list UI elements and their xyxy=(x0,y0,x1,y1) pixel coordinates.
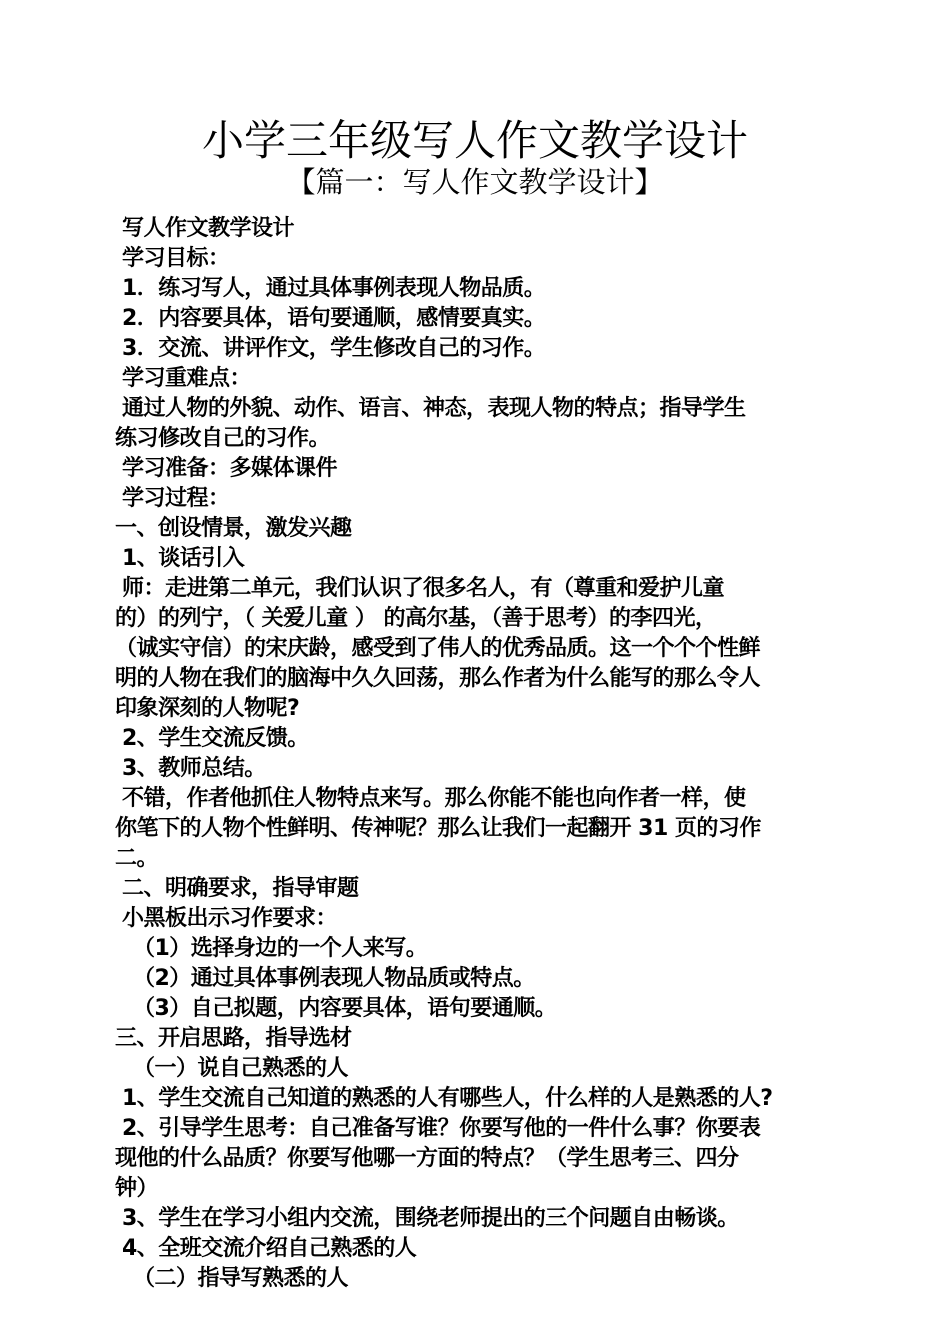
document-body xyxy=(115,214,855,1294)
paragraph-line: 学习重难点： xyxy=(122,366,252,391)
paragraph-line: （3）自己拟题，内容要具体，语句要通顺。 xyxy=(133,996,557,1021)
paragraph-line: 学习准备：多媒体课件 xyxy=(122,456,338,481)
paragraph-line: 明的人物在我们的脑海中久久回荡，那么作者为什么能写的那么令人 xyxy=(115,666,761,691)
paragraph-line: 4、全班交流介绍自己熟悉的人 xyxy=(122,1236,417,1261)
paragraph-line: 1．练习写人，通过具体事例表现人物品质。 xyxy=(122,276,546,301)
paragraph-line: （二）指导写熟悉的人 xyxy=(133,1266,349,1291)
paragraph-line: 现他的什么品质？你要写他哪一方面的特点？（学生思考三、四分 xyxy=(115,1146,739,1171)
paragraph-line: （1）选择身边的一个人来写。 xyxy=(133,936,428,961)
paragraph-line: 1、谈话引入 xyxy=(122,546,245,571)
paragraph-line: （一）说自己熟悉的人 xyxy=(133,1056,349,1081)
paragraph-line: 学习过程： xyxy=(122,486,230,511)
paragraph-line: 你笔下的人物个性鲜明、传神呢？那么让我们一起翻开 31 页的习作 xyxy=(115,816,761,841)
paragraph-line: 3、学生在学习小组内交流，围绕老师提出的三个问题自由畅谈。 xyxy=(122,1206,739,1231)
paragraph-line: 2、引导学生思考：自己准备写谁？你要写他的一件什么事？你要表 xyxy=(122,1116,761,1141)
paragraph-line: 写人作文教学设计 xyxy=(122,216,295,241)
paragraph-line: 一、创设情景，激发兴趣 xyxy=(115,516,352,541)
paragraph-line: 练习修改自己的习作。 xyxy=(115,426,331,451)
paragraph-line: 2．内容要具体，语句要通顺，感情要真实。 xyxy=(122,306,546,331)
document-title: 小学三年级写人作文教学设计 xyxy=(201,116,748,165)
paragraph-line: 1、学生交流自己知道的熟悉的人有哪些人，什么样的人是熟悉的人? xyxy=(122,1086,773,1111)
paragraph-line: 的）的列宁，（ 关爱儿童 ） 的高尔基，（善于思考）的李四光， xyxy=(115,606,717,631)
paragraph-line: 3、教师总结。 xyxy=(122,756,266,781)
paragraph-line: （诚实守信）的宋庆龄，感受到了伟人的优秀品质。这一个个个性鲜 xyxy=(115,636,761,661)
paragraph-line: 2、学生交流反馈。 xyxy=(122,726,309,751)
paragraph-line: 小黑板出示习作要求： xyxy=(122,906,338,931)
paragraph-line: 3．交流、讲评作文，学生修改自己的习作。 xyxy=(122,336,546,361)
paragraph-line: 二、明确要求，指导审题 xyxy=(122,876,359,901)
paragraph-line: 印象深刻的人物呢? xyxy=(115,696,300,721)
paragraph-line: 三、开启思路，指导选材 xyxy=(115,1026,352,1051)
paragraph-line: 学习目标： xyxy=(122,246,230,271)
paragraph-line: 不错，作者他抓住人物特点来写。那么你能不能也向作者一样，使 xyxy=(122,786,746,811)
paragraph-line: 二。 xyxy=(115,846,159,871)
paragraph-line: 通过人物的外貌、动作、语言、神态，表现人物的特点；指导学生 xyxy=(122,396,746,421)
paragraph-line: （2）通过具体事例表现人物品质或特点。 xyxy=(133,966,535,991)
paragraph-line: 钟） xyxy=(115,1176,159,1201)
paragraph-line: 师：走进第二单元，我们认识了很多名人，有（尊重和爱护儿童 xyxy=(122,576,725,601)
document-subtitle: 【篇一：写人作文教学设计】 xyxy=(286,165,664,199)
